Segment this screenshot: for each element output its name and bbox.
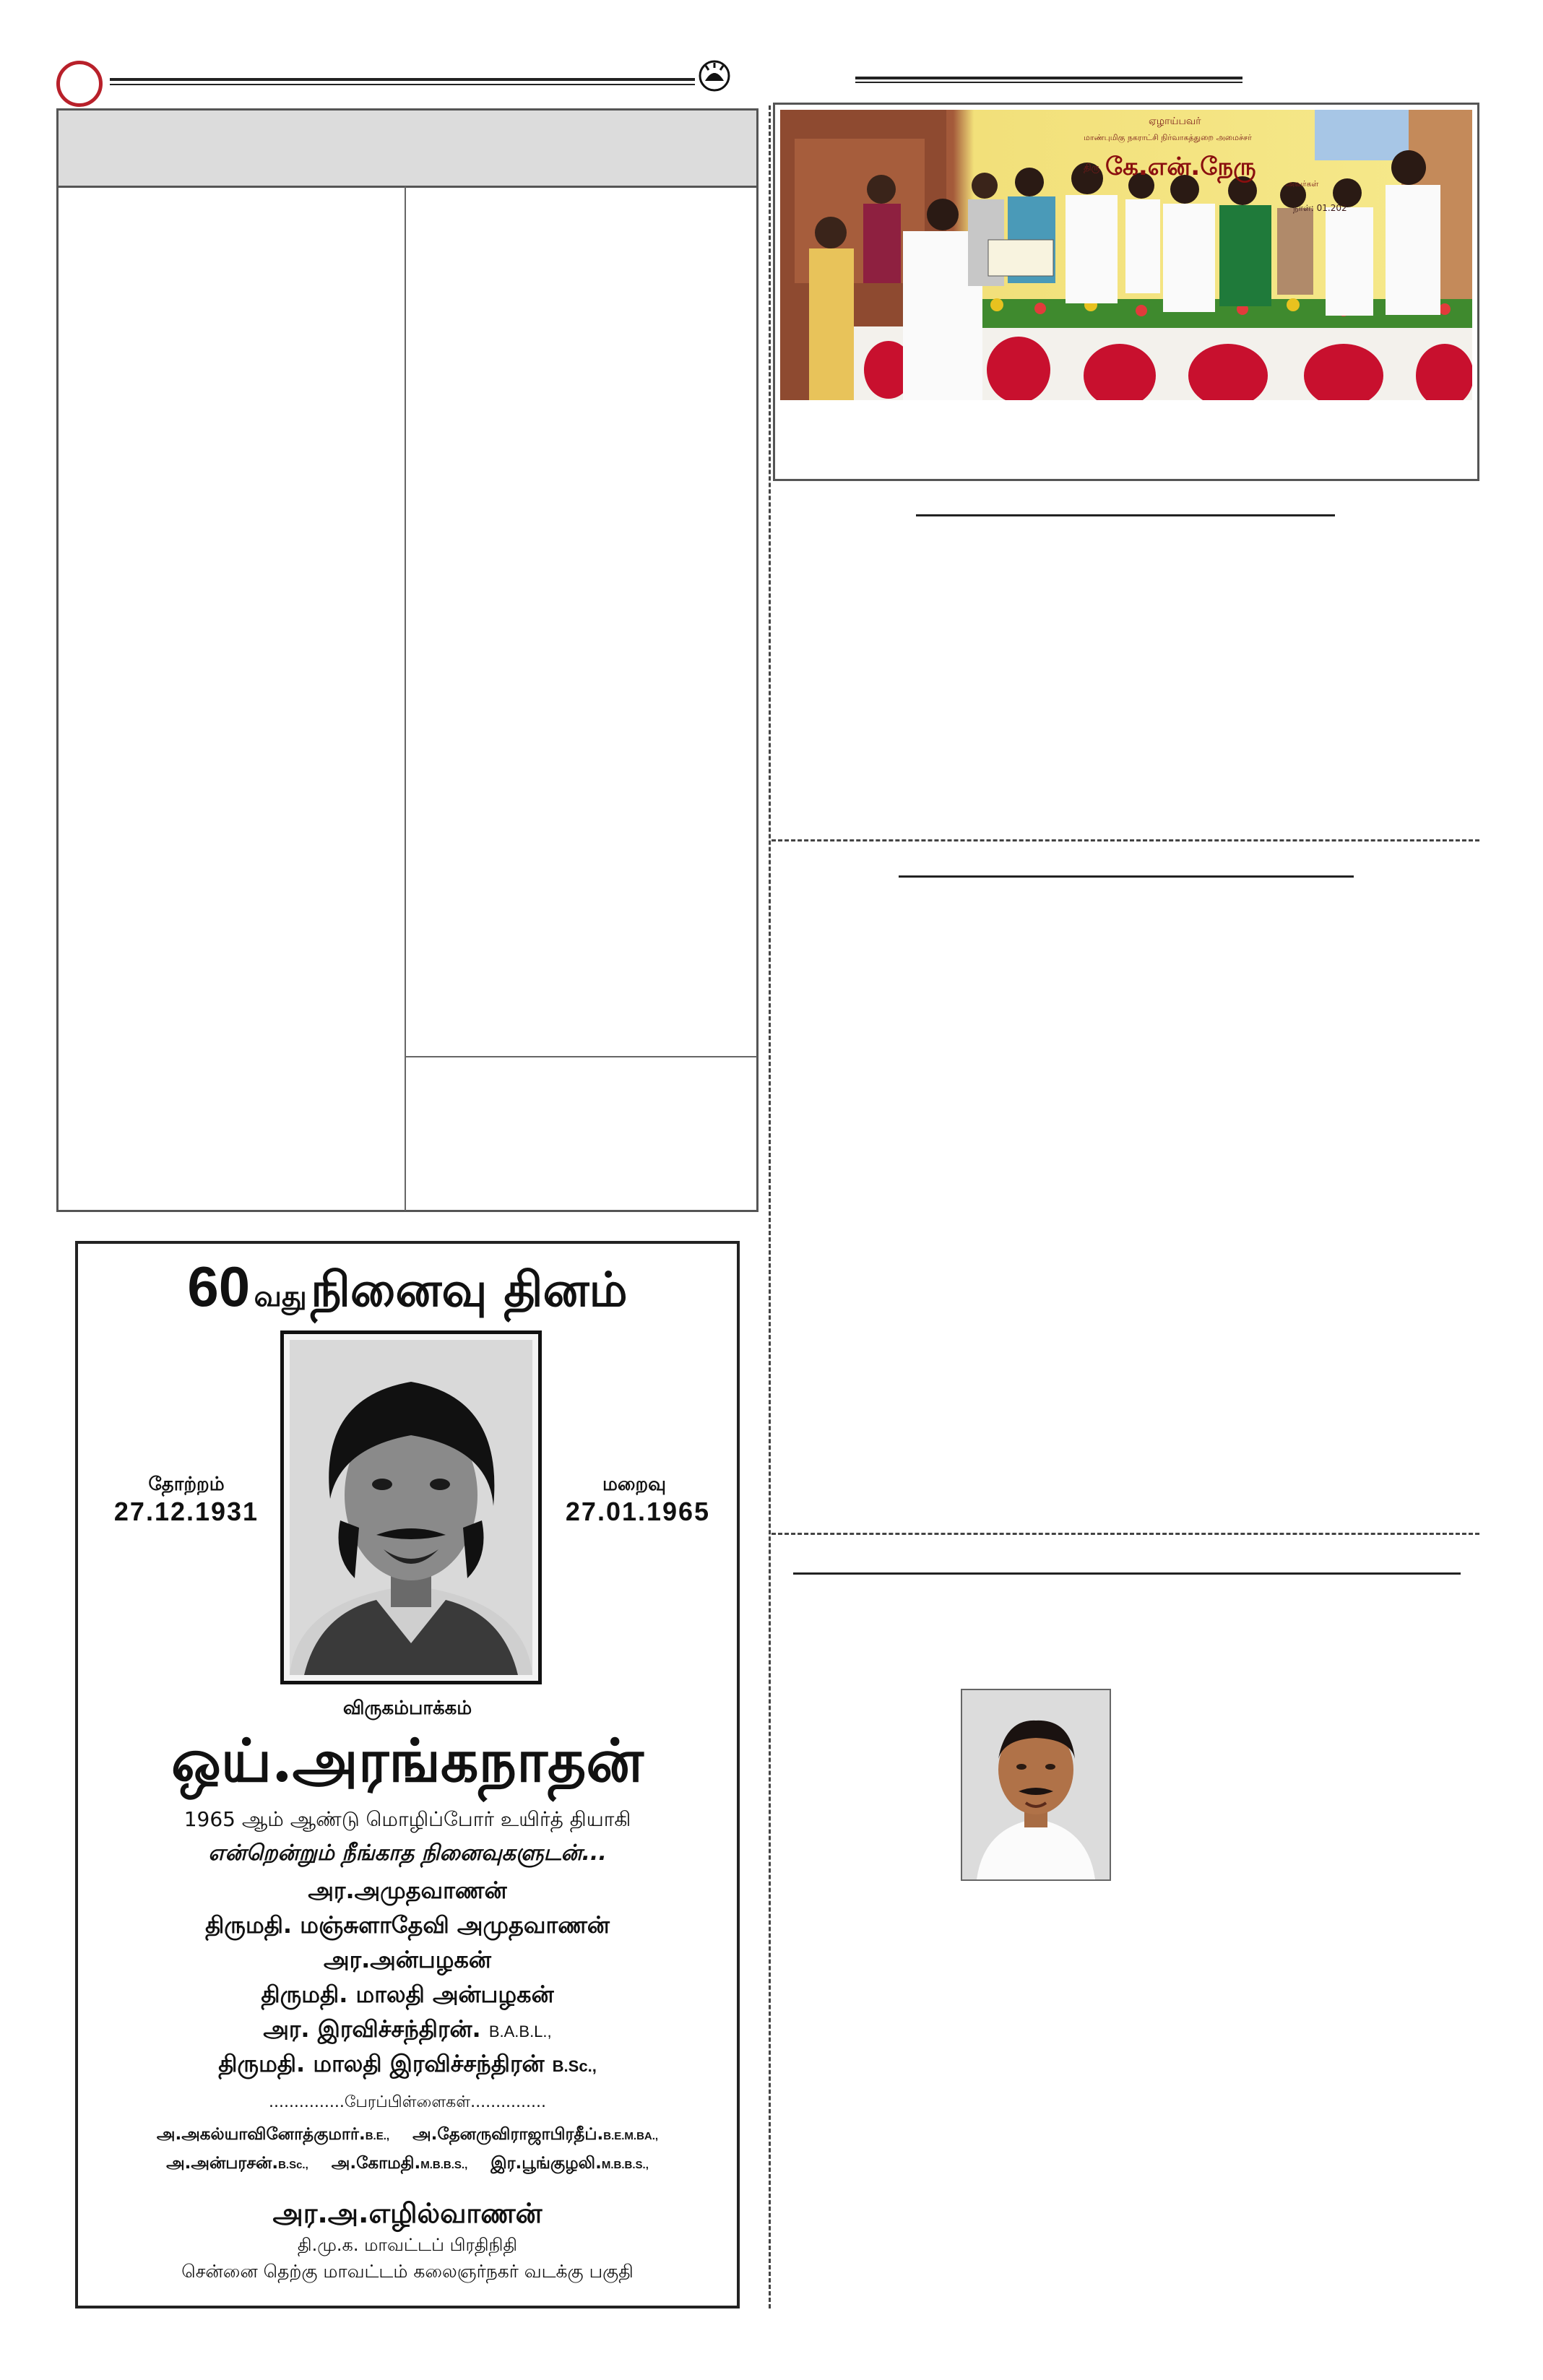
header-rule-left [110,78,695,81]
grandchildren-heading: ...............பேரப்பிள்ளைகள்............... [268,2093,547,2111]
signatory-name: அர.அ.எழில்வாணன் [272,2197,543,2229]
right-headline-rule-1 [916,514,1335,516]
family-member-3: அர.அன்பழகன் [324,1946,491,1973]
ad-place: விருகம்பாக்கம் [342,1697,472,1719]
banner-sub-line: மாண்புமிகு நகராட்சி நிர்வாகத்துறை அமைச்சர் [1084,133,1252,142]
left-article-subsection-divider [406,1056,757,1057]
signatory-area: சென்னை தெற்கு மாவட்டம் கலைஞர்நகர் வடக்கு பகுதி [181,2261,634,2282]
politician-portrait [961,1689,1111,1881]
birth-date: 27.12.1931 [113,1497,259,1526]
right-section-separator-1 [772,839,1479,841]
birth-label: தோற்றம் [148,1474,225,1495]
ad-title [78,1254,737,1333]
ad-title-text: நினைவு தினம் [311,1262,628,1317]
grandchild-1: அ.அகல்யாவினோத்குமார்.B.E., [156,2125,390,2144]
grandchild-4: அ.கோமதி.M.B.B.S., [331,2154,468,2173]
family-member-5: அர. இரவிச்சந்திரன். B.A.B.L., [263,2015,552,2043]
banner-top-line: ஏழாய்பவர் [1149,116,1201,127]
memorial-advertisement [75,1241,740,2308]
banner-suffix: அவர்கள் [1286,179,1319,189]
right-headline-rule-2 [899,875,1354,878]
banner-name: கே.என்.நேரு [1105,152,1256,181]
family-member-1: அர.அமுதவாணன் [308,1877,507,1904]
header-rule-right [855,77,1242,79]
death-label: மறைவு [602,1474,667,1495]
grandchild-3: அ.அன்பரசன்.B.Sc., [166,2154,308,2173]
martyr-portrait [280,1330,542,1684]
death-date: 27.01.1965 [565,1497,711,1526]
grandchildren-row-1 [78,2125,737,2146]
grandchild-2: அ.தேனருவிராஜாபிரதீப்.B.E.M.BA., [412,2125,659,2144]
ad-remembrance: என்றென்றும் நீங்காத நினைவுகளுடன்... [208,1840,607,1866]
family-member-4: திருமதி. மாலதி அன்பழகன் [261,1981,554,2008]
signatory-role: தி.மு.க. மாவட்டப் பிரதிநிதி [297,2235,518,2255]
event-photo [780,110,1472,400]
left-article-header-band [59,111,756,188]
ad-tagline: 1965 ஆம் ஆண்டு மொழிப்போர் உயிர்த் தியாகி [183,1807,631,1831]
header-rule-right-thin [855,82,1242,83]
right-section-separator-2 [772,1533,1479,1535]
ad-title-number: 60 [187,1255,251,1318]
left-article-box [56,108,758,1212]
rising-sun-symbol-icon [698,59,731,92]
family-member-2: திருமதி. மஞ்சுளாதேவி அமுதவாணன் [205,1911,610,1939]
banner-date-fragment: நாள்: 01.202 [1293,203,1347,213]
header-emblem [56,61,103,107]
banner-name-prefix: திரு [1084,163,1100,173]
ad-title-suffix: வது [254,1280,307,1313]
column-separator [769,105,771,2308]
grandchild-5: இர.பூங்குழலி.M.B.B.S., [490,2154,649,2173]
family-member-6: திருமதி. மாலதி இரவிச்சந்திரன் B.Sc., [218,2050,597,2077]
header-rule-left-thin [110,84,695,85]
grandchildren-row-2 [78,2154,737,2175]
martyr-name: ஒய்.அரங்கநாதன் [171,1726,644,1796]
right-headline-rule-3 [793,1572,1461,1575]
